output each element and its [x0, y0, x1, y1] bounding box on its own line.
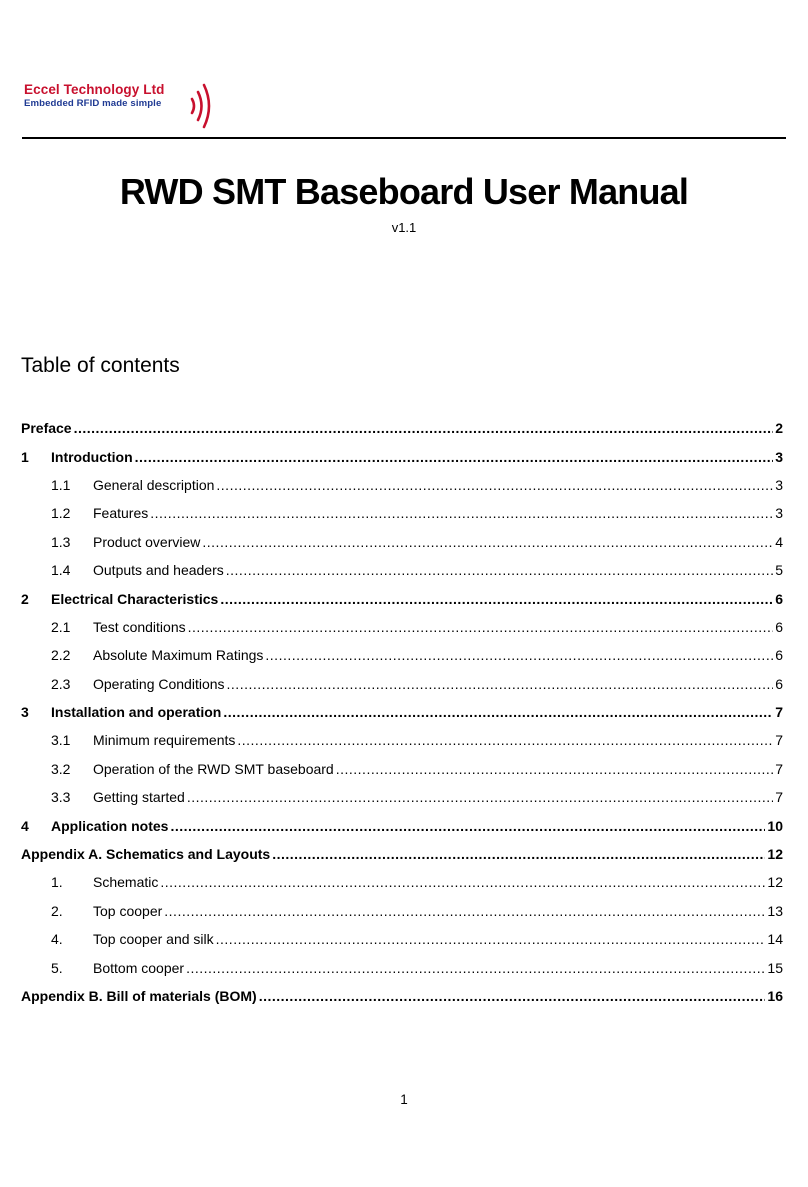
toc-entry[interactable] [21, 641, 783, 669]
toc-leader-dots [164, 903, 765, 919]
toc-entry-number: 4 [21, 817, 29, 834]
toc-entry-number: 3.2 [51, 760, 71, 777]
toc-entry-page: 13 [767, 902, 783, 919]
toc-entry-page: 6 [775, 590, 783, 607]
toc-entry[interactable] [21, 584, 783, 612]
rfid-waves-icon [187, 82, 217, 130]
toc-entry-label: Electrical Characteristics [51, 590, 219, 607]
toc-entry-page: 3 [775, 505, 783, 522]
toc-leader-dots [227, 676, 774, 692]
toc-entry[interactable] [21, 670, 783, 698]
toc-entry-label: Appendix B. Bill of materials (BOM) [21, 988, 257, 1004]
toc-leader-dots [150, 505, 773, 521]
toc-entry-number: 2.2 [51, 647, 71, 664]
toc-entry-label: Introduction [51, 448, 133, 465]
toc-entry-label: Absolute Maximum Ratings [93, 647, 264, 664]
toc-entry-page: 15 [767, 959, 783, 976]
toc-entry-number: 1.2 [51, 505, 71, 522]
toc-entry[interactable] [21, 925, 783, 953]
toc-entry-label: Outputs and headers [93, 562, 224, 579]
toc-entry-number: 1.3 [51, 533, 71, 550]
toc-leader-dots [237, 732, 773, 748]
company-logo [24, 82, 165, 109]
toc-entry[interactable] [21, 471, 783, 499]
table-of-contents [21, 414, 783, 1010]
toc-leader-dots [336, 761, 773, 777]
toc-entry[interactable] [21, 442, 783, 470]
toc-entry[interactable] [21, 556, 783, 584]
toc-leader-dots [135, 449, 774, 465]
toc-entry-number: 2. [51, 902, 63, 919]
toc-entry-number: 4. [51, 931, 63, 948]
toc-leader-dots [160, 874, 765, 890]
toc-leader-dots [74, 420, 774, 436]
toc-entry-number: 3 [21, 704, 29, 721]
toc-entry[interactable] [21, 698, 783, 726]
toc-entry-page: 7 [775, 760, 783, 777]
toc-entry[interactable] [21, 897, 783, 925]
toc-entry-page: 3 [775, 448, 783, 465]
toc-leader-dots [188, 619, 774, 635]
toc-entry-label: Product overview [93, 533, 201, 550]
toc-entry-label: Preface [21, 420, 72, 437]
toc-entry-label: Application notes [51, 817, 169, 834]
page-number: 1 [400, 1092, 408, 1107]
toc-entry-page: 7 [775, 789, 783, 806]
toc-leader-dots [216, 477, 773, 493]
company-tagline: Embedded RFID made simple [24, 98, 162, 109]
toc-entry-number: 3.3 [51, 789, 71, 806]
toc-leader-dots [216, 931, 766, 947]
toc-entry-page: 12 [767, 846, 783, 863]
toc-entry-page: 16 [767, 988, 783, 1004]
toc-entry[interactable] [21, 811, 783, 839]
toc-entry-label: Minimum requirements [93, 732, 236, 749]
toc-entry-number: 1.4 [51, 562, 71, 579]
toc-leader-dots [223, 704, 773, 720]
toc-leader-dots [187, 789, 773, 805]
toc-entry[interactable] [21, 755, 783, 783]
toc-entry-number: 1.1 [51, 476, 71, 493]
toc-entry-label: Appendix A. Schematics and Layouts [21, 846, 271, 863]
toc-entry-number: 5. [51, 959, 63, 976]
toc-leader-dots [226, 562, 773, 578]
toc-entry[interactable] [21, 613, 783, 641]
toc-leader-dots [259, 988, 766, 1004]
toc-leader-dots [265, 647, 773, 663]
toc-leader-dots [220, 591, 773, 607]
company-name: Eccel Technology Ltd [24, 82, 165, 97]
toc-entry-number: 2.3 [51, 675, 71, 692]
toc-entry-label: Schematic [93, 874, 159, 891]
toc-entry[interactable] [21, 499, 783, 527]
toc-entry-label: Installation and operation [51, 704, 222, 721]
toc-entry-number: 1. [51, 874, 63, 891]
toc-entry-label: Features [93, 505, 149, 522]
toc-entry-page: 6 [775, 618, 783, 635]
toc-entry-page: 7 [775, 732, 783, 749]
toc-entry-label: Operating Conditions [93, 675, 225, 692]
toc-heading: Table of contents [21, 354, 180, 377]
toc-entry-page: 10 [767, 817, 783, 834]
toc-entry-page: 12 [767, 874, 783, 891]
toc-entry-label: Bottom cooper [93, 959, 185, 976]
toc-entry-page: 6 [775, 675, 783, 692]
toc-entry[interactable] [21, 840, 783, 868]
toc-entry-page: 14 [767, 931, 783, 948]
toc-entry-number: 1 [21, 448, 29, 465]
toc-entry[interactable] [21, 868, 783, 896]
toc-entry[interactable] [21, 726, 783, 754]
toc-entry-page: 2 [775, 420, 783, 437]
toc-leader-dots [186, 960, 765, 976]
toc-leader-dots [202, 534, 773, 550]
toc-entry-label: General description [93, 476, 215, 493]
toc-entry-page: 7 [775, 704, 783, 721]
toc-entry-label: Operation of the RWD SMT baseboard [93, 760, 334, 777]
toc-entry-page: 5 [775, 562, 783, 579]
toc-entry-label: Getting started [93, 789, 185, 806]
toc-entry[interactable] [21, 528, 783, 556]
toc-entry-number: 2 [21, 590, 29, 607]
toc-entry-page: 3 [775, 476, 783, 493]
toc-entry-page: 4 [775, 533, 783, 550]
toc-entry[interactable] [21, 783, 783, 811]
toc-entry-number: 3.1 [51, 732, 71, 749]
toc-leader-dots [272, 846, 765, 862]
header-divider [22, 137, 786, 139]
toc-entry[interactable] [21, 982, 783, 1010]
toc-entry-number: 2.1 [51, 618, 71, 635]
toc-entry-label: Top cooper [93, 902, 163, 919]
document-title: RWD SMT Baseboard User Manual [119, 171, 689, 212]
toc-entry[interactable] [21, 414, 783, 442]
toc-leader-dots [170, 818, 765, 834]
document-version: v1.1 [391, 220, 417, 235]
toc-entry[interactable] [21, 953, 783, 981]
toc-entry-label: Top cooper and silk [93, 931, 214, 948]
toc-entry-page: 6 [775, 647, 783, 664]
toc-entry-label: Test conditions [93, 618, 186, 635]
